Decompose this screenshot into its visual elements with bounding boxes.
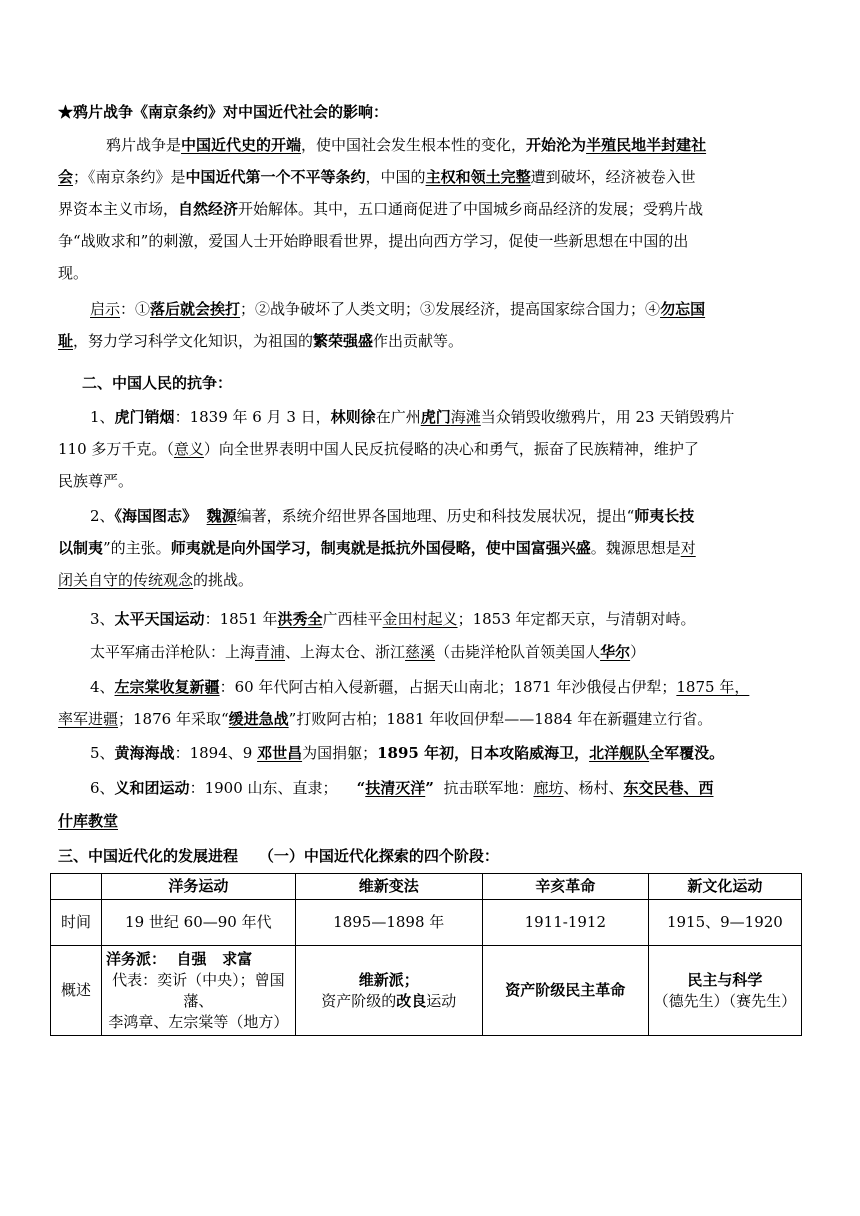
text: ：1894、9: [174, 744, 253, 762]
key-term: 勿忘国: [660, 300, 706, 318]
lesson-label: 启示: [90, 300, 121, 318]
text: 界资本主义市场，: [58, 200, 179, 218]
header-weixin: 维新变法: [295, 874, 482, 900]
text: ”的主张。: [103, 539, 171, 557]
text: 作出贡献等。: [373, 332, 464, 350]
key-term: 半殖民地半封建社: [586, 136, 707, 154]
text: ，使中国社会发生根本性的变化，: [301, 136, 527, 154]
text: 资产阶级的: [321, 991, 397, 1010]
underlined-term: 金田村起义: [382, 610, 458, 628]
header-xinwenhua: 新文化运动: [648, 874, 801, 900]
key-term: 自然经济: [178, 200, 239, 218]
key-term: 什库教堂: [58, 812, 119, 830]
underlined-term: 闭关自守的传统观念: [58, 571, 194, 589]
key-term: 落后就会挨打: [150, 300, 241, 318]
opium-war-heading: ★鸦片战争《南京条约》对中国近代社会的影响：: [58, 103, 389, 121]
resistance-heading: 二、中国人民的抗争：: [82, 374, 233, 392]
opium-para-line-4: 争“战败求和”的刺激，爱国人士开始睁眼看世界，提出向西方学习，促使一些新思想在中国的出: [58, 232, 689, 250]
key-term: “: [356, 779, 366, 797]
text: （击毙洋枪队首领美国人: [435, 643, 601, 661]
text: ）向全世界表明中国人民反抗侵略的决心和勇气，振奋了民族精神，维护了: [203, 440, 699, 458]
text: ；《南京条约》是: [73, 168, 186, 186]
key-term: 邓世昌: [257, 744, 303, 762]
key-term: 华尔: [600, 643, 631, 661]
weixin-line-2: [300, 991, 478, 1012]
text: 鸦片战争是: [106, 136, 182, 154]
key-term: 开始沦为: [526, 136, 587, 154]
key-term: 改良: [396, 991, 427, 1010]
key-term: 《海国图志》: [114, 507, 198, 525]
underlined-term: 1875 年，: [676, 678, 750, 696]
key-term: 太平天国运动: [114, 610, 205, 628]
yangwu-line-2: 代表：奕䜣（中央）；曾国藩、: [112, 970, 285, 1010]
text: 编著，系统介绍世界各国地理、历史和科技发展状况，提出“: [236, 507, 635, 525]
text: 1、: [90, 408, 115, 426]
key-term: 中国近代第一个不平等条约: [185, 168, 366, 186]
table-row-time: [51, 900, 802, 946]
yihetuan-line-2: [58, 810, 118, 832]
text: 2、: [90, 507, 115, 525]
haiguo-line-3: [58, 569, 253, 591]
key-term: 林则徐: [330, 408, 376, 426]
key-term: 全军覆没。: [649, 744, 725, 762]
text: ）: [630, 643, 646, 661]
subheading-text: （一）中国近代化探索的四个阶段：: [258, 847, 499, 865]
key-term: 虎门销烟: [114, 408, 175, 426]
underlined-term: 廊坊: [533, 779, 564, 797]
key-term: 扶清灭洋: [365, 779, 426, 797]
taiping-line-2: [90, 641, 645, 663]
yihetuan-line-1: [90, 777, 714, 799]
yangwu-line-3: 李鸿章、左宗棠等（地方）: [108, 1012, 289, 1031]
summary-weixin: [295, 946, 482, 1036]
time-yangwu: 19 世纪 60—90 年代: [102, 900, 296, 946]
modernization-heading: [58, 845, 499, 867]
text: ：1851 年: [204, 610, 278, 628]
row-label-summary: 概述: [51, 946, 102, 1036]
key-term: 北洋舰队: [589, 744, 650, 762]
key-term: 魏源: [206, 507, 237, 525]
text: 6、: [90, 779, 115, 797]
underlined-term: 青浦: [255, 643, 286, 661]
text: 为国捐躯；: [302, 744, 378, 762]
table-header-row: [51, 874, 802, 900]
key-term: 1895 年初，日本攻陷威海卫，: [377, 744, 590, 762]
underlined-term: 海滩: [450, 408, 481, 426]
text: 4、: [90, 678, 115, 696]
row-label-time: 时间: [51, 900, 102, 946]
key-term: 东交民巷、西: [623, 779, 714, 797]
key-term: 左宗棠收复新疆: [114, 678, 220, 696]
text: 。魏源思想是: [590, 539, 681, 557]
taiping-line-1: [90, 608, 696, 630]
text: ，努力学习科学文化知识，为祖国的: [73, 332, 314, 350]
summary-xinwenhua: [648, 946, 801, 1036]
text: 太平军痛击洋枪队：上海: [90, 643, 256, 661]
header-xinhai: 辛亥革命: [482, 874, 648, 900]
key-term: 师夷就是向外国学习，制夷就是抵抗外国侵略，使中国富强兴盛: [170, 539, 591, 557]
key-term: 主权和领土完整: [425, 168, 531, 186]
key-term: 缓进急战: [228, 710, 289, 728]
opium-para-line-5: 现。: [58, 264, 89, 282]
summary-xinhai: 资产阶级民主革命: [482, 946, 648, 1036]
text: 5、: [90, 744, 115, 762]
key-term: 义和团运动: [114, 779, 190, 797]
text: 当众销毁收缴鸦片，用 23 天销毁鸦片: [480, 408, 735, 426]
huanghai-line: [90, 742, 724, 764]
opium-para-line-1: [106, 134, 706, 156]
table-row-summary: [51, 946, 802, 1036]
text: ；②战争破坏了人类文明；③发展经济，提高国家综合国力；④: [240, 300, 661, 318]
text: ：①: [120, 300, 151, 318]
lesson-line-1: [90, 298, 705, 320]
opium-para-line-3: [58, 198, 703, 220]
xinjiang-line-2: [58, 708, 712, 730]
text: 的挑战。: [193, 571, 254, 589]
text: 110 多万千克。（: [58, 440, 174, 458]
key-term: 黄海海战: [114, 744, 175, 762]
text: 3、: [90, 610, 115, 628]
table-corner-cell: [51, 874, 102, 900]
key-term: 耻: [58, 332, 74, 350]
text: ，中国的: [365, 168, 426, 186]
text: 广西桂平: [322, 610, 383, 628]
heading-text: 三、中国近代化的发展进程: [58, 847, 239, 865]
text: 开始解体。其中，五口通商促进了中国城乡商品经济的发展；受鸦片战: [238, 200, 704, 218]
key-term: 会: [58, 168, 74, 186]
humen-line-2: [58, 438, 699, 460]
humen-line-3: 民族尊严。: [58, 472, 134, 490]
summary-yangwu: [102, 946, 296, 1036]
text: ：60 年代阿古柏入侵新疆，占据天山南北；1871 年沙俄侵占伊犁；: [219, 678, 677, 696]
lesson-line-2: [58, 330, 463, 352]
underlined-term: 对: [680, 539, 696, 557]
text: 、上海太仓、浙江: [285, 643, 406, 661]
underlined-term: 率军进疆: [58, 710, 119, 728]
yangwu-line-1: 洋务派： 自强 求富: [106, 949, 253, 968]
key-term: 虎门: [420, 408, 451, 426]
text: 遭到破坏，经济被卷入世: [530, 168, 696, 186]
text: ；1853 年定都天京，与清朝对峙。: [457, 610, 696, 628]
text: 在广州: [375, 408, 421, 426]
text: ”打败阿古柏；1881 年收回伊犁——1884 年在新疆建立行省。: [288, 710, 713, 728]
modernization-stages-table: [50, 873, 802, 1036]
text: ；1876 年采取“: [118, 710, 229, 728]
key-term: 以制夷: [58, 539, 104, 557]
weixin-line-1: 维新派；: [358, 970, 419, 989]
text: 运动: [426, 991, 457, 1010]
time-weixin: 1895—1898 年: [295, 900, 482, 946]
key-term: 繁荣强盛: [313, 332, 374, 350]
time-xinhai: 1911-1912: [482, 900, 648, 946]
key-term: ”: [425, 779, 434, 797]
key-term: 中国近代史的开端: [181, 136, 302, 154]
key-term: 师夷长技: [634, 507, 695, 525]
haiguo-line-1: [90, 505, 694, 527]
xinwenhua-line-1: 民主与科学: [687, 970, 763, 989]
header-yangwu: 洋务运动: [102, 874, 296, 900]
underlined-term: 慈溪: [405, 643, 436, 661]
text: ：1900 山东、直隶；: [189, 779, 338, 797]
underlined-term: 意义: [173, 440, 204, 458]
opium-para-line-2: [58, 166, 696, 188]
text: ：1839 年 6 月 3 日，: [174, 408, 331, 426]
xinwenhua-line-2: （德先生）（赛先生）: [653, 991, 797, 1010]
time-xinwenhua: 1915、9—1920: [648, 900, 801, 946]
key-term: 洪秀全: [277, 610, 323, 628]
text: 抗击联军地：: [443, 779, 534, 797]
humen-line-1: [90, 406, 734, 428]
haiguo-line-2: [58, 537, 696, 559]
text: 、杨村、: [563, 779, 624, 797]
xinjiang-line-1: [90, 676, 749, 698]
